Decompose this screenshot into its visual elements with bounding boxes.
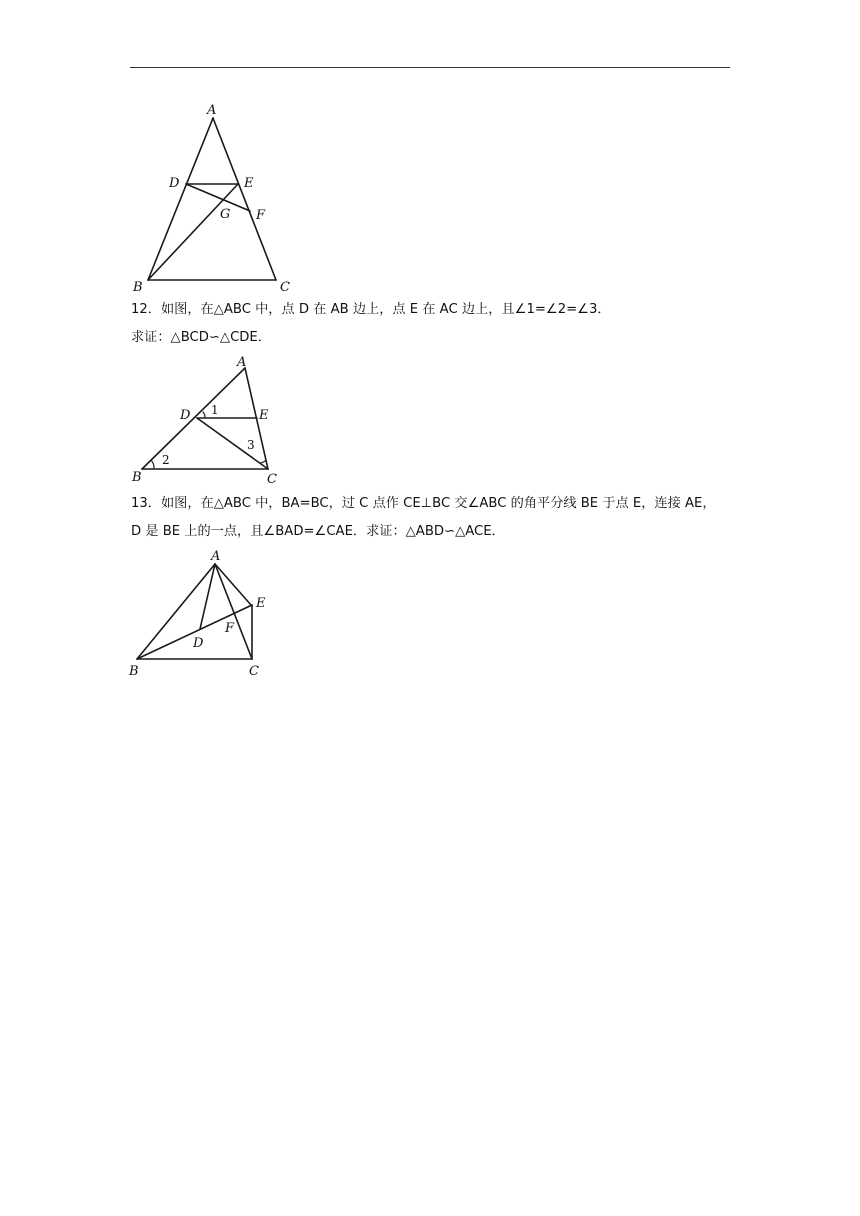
label-d: D	[169, 176, 180, 191]
label-a: A	[207, 103, 217, 118]
figure-problem-12	[125, 352, 290, 487]
figure-problem-13	[125, 548, 285, 683]
label-b: B	[129, 664, 139, 679]
label-c: C	[267, 472, 277, 487]
label-b: B	[132, 470, 142, 485]
label-g: G	[220, 207, 231, 222]
angle-1-label: 1	[211, 403, 219, 417]
label-c: C	[280, 280, 290, 295]
label-b: B	[133, 280, 143, 295]
header-rule	[130, 67, 730, 68]
label-a: A	[237, 355, 247, 370]
angle-3-label: 3	[247, 438, 255, 452]
label-f: F	[225, 621, 235, 636]
label-e: E	[244, 176, 254, 191]
figure-triangle-abc-defg	[125, 100, 305, 295]
label-c: C	[249, 664, 259, 679]
label-a: A	[211, 549, 221, 564]
label-e: E	[256, 596, 266, 611]
angle-2-label: 2	[162, 453, 170, 467]
label-f: F	[256, 208, 266, 223]
problem-13-statement: 13．如图，在△ABC 中，BA=BC，过 C 点作 CE⊥BC 交∠ABC 的角平分线 BE 于点 E，连接 AE，	[131, 496, 716, 511]
label-d: D	[180, 408, 191, 423]
problem-12-statement: 12．如图，在△ABC 中，点 D 在 AB 边上，点 E 在 AC 边上，且∠1=∠2=∠3．	[131, 302, 611, 317]
label-d: D	[193, 636, 204, 651]
problem-12-prove: 求证：△BCD∽△CDE．	[131, 330, 271, 345]
problem-13-conclusion: D 是 BE 上的一点，且∠BAD=∠CAE．求证：△ABD∽△ACE．	[131, 524, 505, 539]
label-e: E	[259, 408, 269, 423]
